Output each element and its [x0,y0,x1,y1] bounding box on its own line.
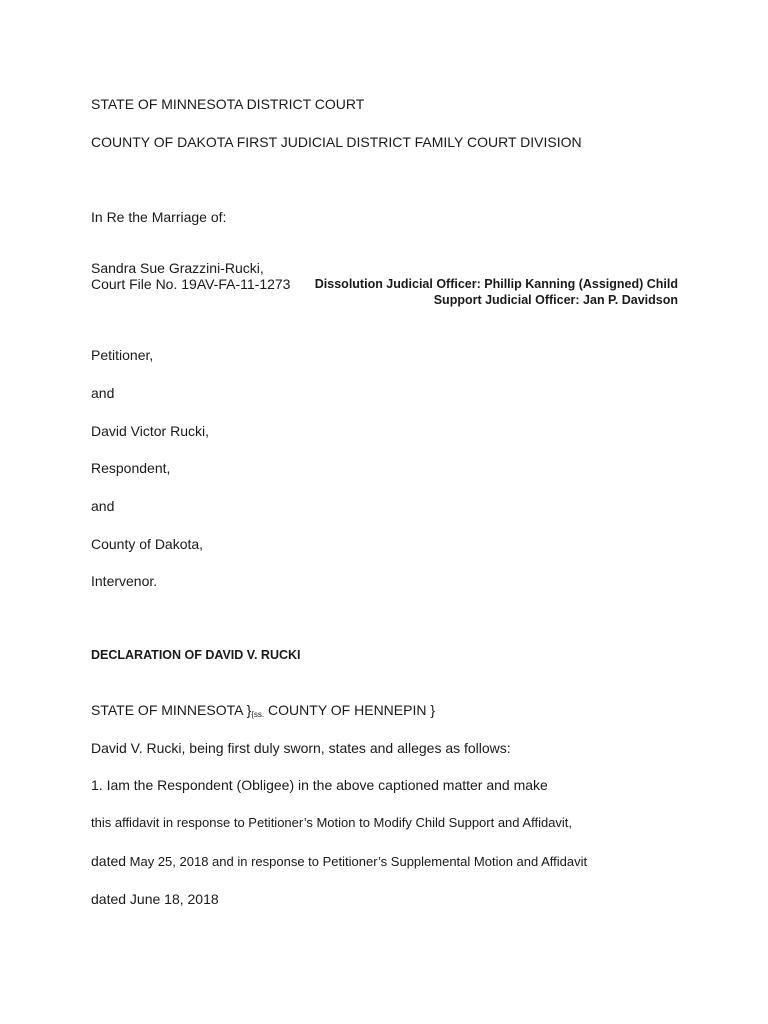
judicial-officer-line-1: Dissolution Judicial Officer: Phillip Kanning (Assigned) Child [314,277,678,291]
and-separator-2: and [91,498,115,514]
paragraph-1-line-2: this affidavit in response to Petitioner’s Motion to Modify Child Support and Affidavit, [91,815,573,830]
intervenor-name: County of Dakota, [91,536,204,552]
paragraph-1-line-4: dated June 18, 2018 [91,891,219,907]
venue-state: STATE OF MINNESOTA } [91,702,252,718]
county-heading: COUNTY OF DAKOTA FIRST JUDICIAL DISTRICT FAMILY COURT DIVISION [91,134,582,150]
paragraph-1-line-3-start: dated [91,853,127,869]
court-heading: STATE OF MINNESOTA DISTRICT COURT [91,96,365,112]
venue-county: COUNTY OF HENNEPIN } [264,702,436,718]
judicial-officer-line-2: Support Judicial Officer: Jan P. Davidson [433,293,678,307]
petitioner-label: Petitioner, [91,347,154,363]
paragraph-1-line-1: 1. Iam the Respondent (Obligee) in the above captioned matter and make [91,777,548,793]
and-separator-1: and [91,385,115,401]
respondent-label: Respondent, [91,460,171,476]
venue-line [91,702,435,723]
court-file-number: Court File No. 19AV-FA-11-1273 [91,276,291,292]
paragraph-1-line-3 [91,853,587,870]
paragraph-1-line-3-rest: May 25, 2018 and in response to Petitioner’s Supplemental Motion and Affidavit [126,854,588,869]
venue-ss: {ss. [251,710,265,719]
declaration-title: DECLARATION OF DAVID V. RUCKI [91,648,301,662]
in-re-line: In Re the Marriage of: [91,209,227,225]
judicial-officer-block [295,276,678,308]
sworn-statement: David V. Rucki, being first duly sworn, states and alleges as follows: [91,740,511,756]
intervenor-label: Intervenor. [91,573,158,589]
respondent-name: David Victor Rucki, [91,423,210,439]
petitioner-name: Sandra Sue Grazzini-Rucki, [91,260,264,276]
